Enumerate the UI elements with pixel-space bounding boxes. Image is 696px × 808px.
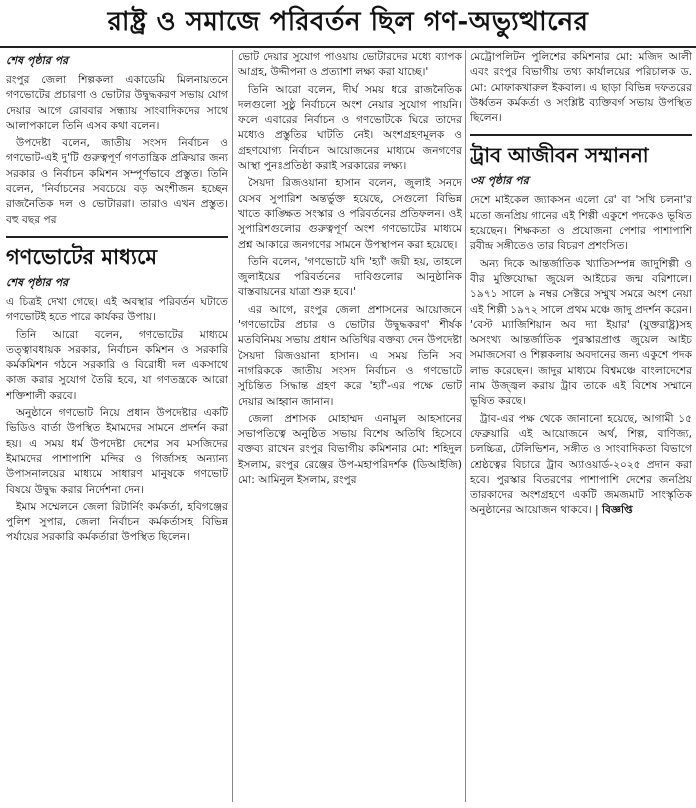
paragraph: এ চিত্রই দেখা গেছে। এই অবস্থার পরিবর্তন ঘটাতে গণভোটই হতে পারে কার্যকর উপায়।: [6, 295, 228, 324]
continued-label: শেষ পৃষ্ঠার পর: [6, 54, 69, 67]
article-column-1: [6, 50, 228, 806]
paragraph: ইমাম সম্মেলনে জেলা রিটার্নিং কর্মকর্তা, হবিগঞ্জের পুলিশ সুপার, জেলা নির্বাচন কর্মকর্তাসহ বিভিন্ন পর্যায়ের সরকারি কর্মকর্তারা উপস্থিত ছিলেন।: [6, 500, 228, 544]
paragraph: অনুষ্ঠানে গণভোট নিয়ে প্রধান উপদেষ্টার একটি ভিডিও বার্তা উপস্থিত ইমামদের সামনে প্রদর্শন করা হয়। এ সময় ধর্ম উপদেষ্টা দেশের সব মসজিদের ইমামদের পাশাপাশি মন্দির ও গির্জাসহ অন্যান্য উপাসনালয়ের মাধ্যমে সাধারণ মানুষকে গণভোট বিষয়ে উদ্বুদ্ধ করার নির্দেশনা দেন।: [6, 407, 228, 496]
column-rule: [232, 50, 233, 802]
paragraph: ট্রাব-এর পক্ষ থেকে জানানো হয়েছে, আগামী ১৫ ফেব্রুয়ারি এই আয়োজনে অর্থ, শিল্প, বাণিজ্য, চলচ্চিত্র, টেলিভিশন, সঙ্গীত ও সাংবাদিকতা বিভাগে শ্রেষ্ঠত্বের বিচারে ট্রাব অ্যাওয়ার্ড-২০২৫ প্রদান করা হবে। পুরস্কার বিতরণের পাশাপাশি দেশের জনপ্রিয় তারকাদের অংশগ্রহণে একটি জমজমাট সাংস্কৃতিক অনুষ্ঠানের আয়োজন থাকবে। | বিজ্ঞপ্তি: [470, 412, 692, 517]
paragraph: উপদেষ্টা বলেন, জাতীয় সংসদ নির্বাচন ও গণভোট-এই দু'টি গুরুত্বপূর্ণ গণতান্ত্রিক প্রক্রিয়ার জন্য সরকার ও নির্বাচন কমিশন সম্পূর্ণভাবে প্রস্তুত। তিনি বলেন, 'নির্বাচনের সবচেয়ে বড় অংশীজন হচ্ছেন রাজনৈতিক দল ও ভোটাররা। তারাও এখন প্রস্তুত। বহু বছর পর: [6, 137, 228, 226]
article-column-2: [238, 50, 462, 806]
article-heading-gonovote: গণভোটের মাধ্যমে: [6, 236, 228, 270]
article-heading-trab: ট্রাব আজীবন সম্মাননা: [470, 134, 692, 168]
article-column-3: [470, 50, 692, 806]
paragraph: সৈয়দা রিজওয়ানা হাসান বলেন, জুলাই সনদে যেসব সুপারিশ অন্তর্ভুক্ত হয়েছে, সেগুলো বিভিন্ন খাতে কাঙ্ক্ষিত সংস্কার ও পরিবর্তনের প্রতিফলন। ওই সুপারিশগুলোর গুরুত্বপূর্ণ অংশ গণভোটের মাধ্যমে প্রশ্ন আকারে জনগণের সামনে উপস্থাপন করা হয়েছে।: [238, 177, 462, 251]
paragraph: জেলা প্রশাসক মোহাম্মদ এনামুল আহসানের সভাপতিত্বে অনুষ্ঠিত সভায় বিশেষ অতিথি হিসেবে বক্তব্য রাখেন রংপুর বিভাগীয় কমিশনার মো: শহিদুল ইসলাম, রংপুর রেঞ্জের উপ-মহাপরিদর্শক (ডিআইজি) মো: আমিনুল ইসলাম, রংপুর: [238, 412, 462, 487]
paragraph: দেশে মাইকেল জ্যাকসন এলো রে' বা 'সখি চলনা'র মতো জনপ্রিয় গানের এই শিল্পী একুশে পদকেও ভূষিত হয়েছেন। শিক্ষকতা ও প্রযোজনা পেশার পাশাপাশি রবীন্দ্র সঙ্গীতেও তার বিচরণ প্রশংসিত।: [470, 194, 692, 253]
column-rule: [465, 50, 466, 802]
news-credit: বিজ্ঞপ্তি: [601, 504, 633, 517]
continued-label: শেষ পৃষ্ঠার পর: [6, 275, 69, 289]
continued-label: ৩য় পৃষ্ঠার পর: [470, 174, 529, 188]
paragraph: মেট্রোপলিটন পুলিশের কমিশনার মো: মজিদ আলী এবং রংপুর বিভাগীয় তথ্য কার্যালয়ের পরিচালক ড. মো: মোফাকখারুল ইকবাল। এ ছাড়া বিভিন্ন দফতরের উর্ধ্বতন কর্মকর্তা ও সংশ্লিষ্ট ব্যক্তিবর্গ সভায় উপস্থিত ছিলেন।: [470, 51, 692, 125]
headline-banner: [0, 0, 696, 48]
paragraph-text: ট্রাব-এর পক্ষ থেকে জানানো হয়েছে, আগামী ১৫ ফেব্রুয়ারি এই আয়োজনে অর্থ, শিল্প, বাণিজ্য, চলচ্চিত্র, টেলিভিশন, সঙ্গীত ও সাংবাদিকতা বিভাগে শ্রেষ্ঠত্বের বিচারে ট্রাব অ্যাওয়ার্ড-২০২৫ প্রদান করা হবে। পুরস্কার বিতরণের পাশাপাশি দেশের জনপ্রিয় তারকাদের অংশগ্রহণে একটি জমজমাট সাংস্কৃতিক অনুষ্ঠানের আয়োজন থাকবে।: [470, 412, 692, 517]
headline: রাষ্ট্র ও সমাজে পরিবর্তন ছিল গণ-অভ্যুত্থানের: [107, 7, 589, 37]
paragraph: তিনি আরো বলেন, গণভোটের মাধ্যমে তত্ত্বাবধায়ক সরকার, নির্বাচন কমিশন ও সরকারি কর্মকমিশন গঠনে সরকারি ও বিরোধী দল একসাথে কাজ করার সুযোগ তৈরি হবে, যা গণতন্ত্রকে আরো শক্তিশালী করবে।: [6, 328, 228, 402]
paragraph: তিনি বলেন, 'গণভোটে যদি 'হ্যাঁ' জয়ী হয়, তাহলে জুলাইয়ের পরিবর্তনের দাবিগুলোর আনুষ্ঠানিক বাস্তবায়নের যাত্রা শুরু হবে।': [238, 255, 462, 299]
paragraph: এর আগে, রংপুর জেলা প্রশাসনের আয়োজনে 'গণভোটের প্রচার ও ভোটার উদ্বুদ্ধকরণ' শীর্ষক মতবিনিময় সভায় প্রধান অতিথির বক্তব্য দেন উপদেষ্টা সৈয়দা রিজওয়ানা হাসান। এ সময় তিনি সব নাগরিককে জাতীয় সংসদ নির্বাচন ও গণভোটে সুচিন্তিত সিদ্ধান্ত গ্রহণ করে 'হ্যাঁ'-এর পক্ষে ভোট দেয়ার আহ্বান জানান।: [238, 303, 462, 408]
paragraph: রংপুর জেলা শিল্পকলা একাডেমি মিলনায়তনে গণভোটের প্রচারণা ও ভোটার উদ্বুদ্ধকরণ সভায় যোগ দেয়ার আগে রোববার সন্ধ্যায় সাংবাদিকদের সাথে আলাপকালে তিনি এসব কথা বলেন।: [6, 74, 228, 132]
paragraph: তিনি আরো বলেন, দীর্ঘ সময় ধরে রাজনৈতিক দলগুলো সুষ্ঠু নির্বাচনে অংশ নেয়ার সুযোগ পায়নি। ফলে এবারের নির্বাচন ও গণভোটকে ঘিরে তাদের মধ্যেও প্রস্তুতির ঘাটতি নেই। অংশগ্রহণমূলক ও গ্রহণযোগ্য নির্বাচন আয়োজনের মাধ্যমে জনগণের আস্থা পুনঃপ্রতিষ্ঠা করাই সরকারের লক্ষ্য।: [238, 83, 462, 173]
paragraph: অন্য দিকে আন্তর্জাতিক খ্যাতিসম্পন্ন জাদুশিল্পী ও বীর মুক্তিযোদ্ধা জুয়েল আইচের জন্ম বরিশালে। ১৯৭১ সালে ৯ নম্বর সেক্টরে সম্মুখ সমরে অংশ নেয়া এই শিল্পী ১৯৭২ সালে প্রথম মঞ্চে জাদু প্রদর্শন করেন। 'বেস্ট ম্যাজিশিয়ান অব দ্যা ইয়ার' (যুক্তরাষ্ট্র)সহ অসংখ্য আন্তর্জাতিক পুরস্কারপ্রাপ্ত জুয়েল আইচ সমাজসেবা ও শিল্পকলায় অবদানের জন্য একুশে পদক লাভ করেছেন। জাদুর মাধ্যমে বিশ্বমঞ্চে বাংলাদেশের নাম উজ্জ্বল করায় ট্রাব তাকে এই বিশেষ সম্মানে ভূষিত করছে।: [470, 257, 692, 408]
paragraph: ভোট দেয়ার সুযোগ পাওয়ায় ভোটারদের মধ্যে ব্যাপক আগ্রহ, উদ্দীপনা ও প্রত্যাশা লক্ষ্য করা যাচ্ছে।': [238, 51, 462, 79]
